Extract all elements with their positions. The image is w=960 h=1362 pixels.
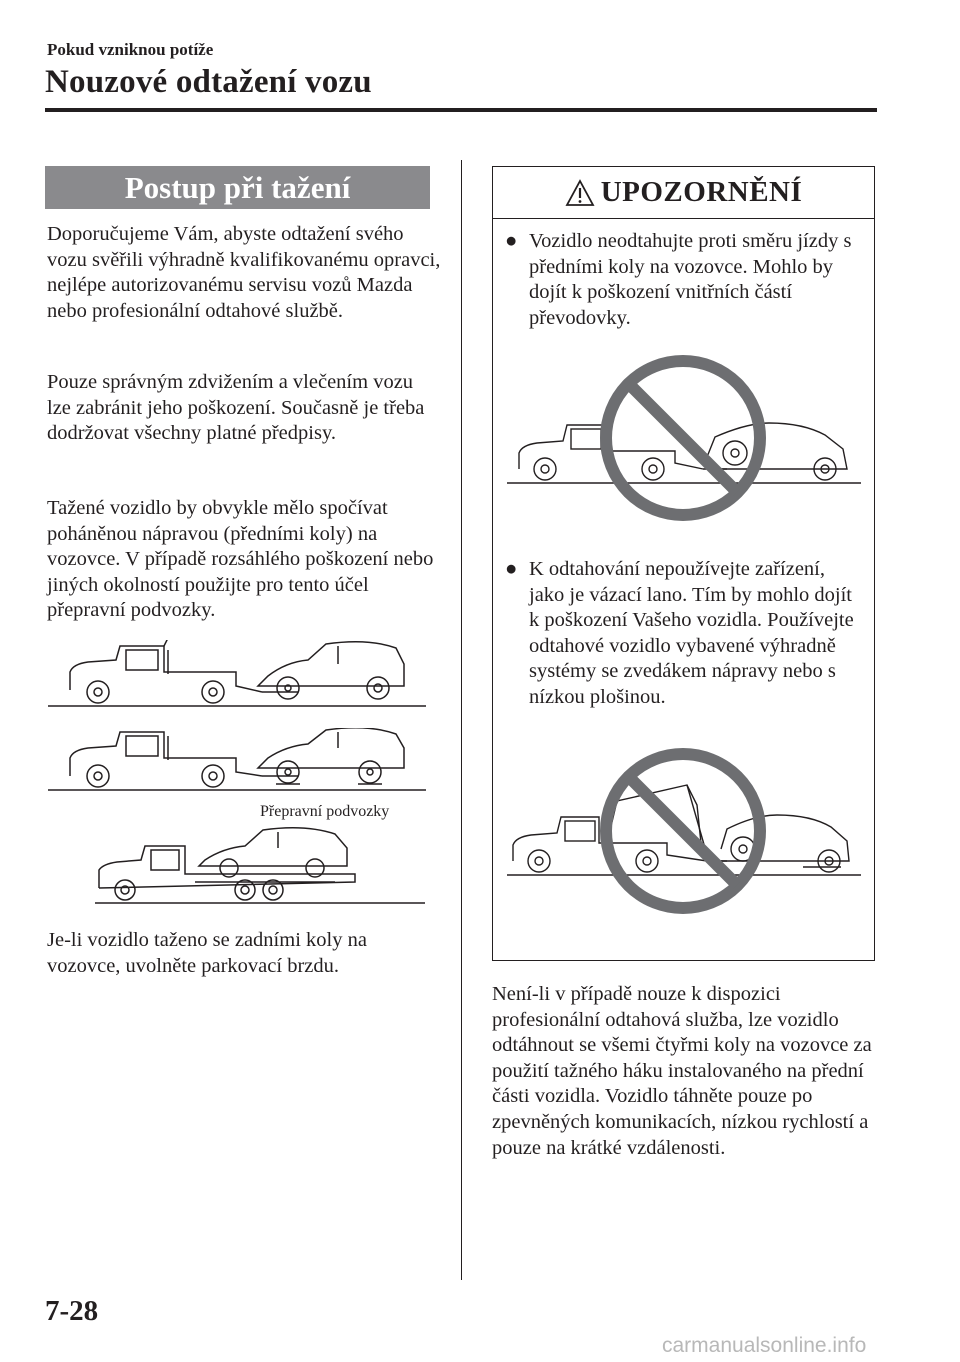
parking-brake-paragraph: Je-li vozidlo taženo se zadními koly na vozovce, uvolněte parkovací brzdu. — [47, 929, 367, 977]
warning-triangle-icon — [565, 179, 595, 207]
intro-paragraph: Doporučujeme Vám, abyste odtažení svého vozu svěřili výhradně kvalifikovanému opravci, nejlépe autorizovanému servisu vozů Mazda nebo profesionální odtahové službě. — [47, 223, 441, 322]
four-wheel-tow-paragraph: Není-li v případě nouze k dispozici profesionální odtahová služba, lze vozidlo odtáhnout se všemi čtyřmi koly na vozovce za použití tažného háku instalovaného na přední části vozidla. Vozidlo táhněte pouze po zpevněných komunikacích, nízkou rychlostí a pouze na krátké vzdálenosti. — [492, 983, 872, 1159]
bullet-marker: ● — [505, 558, 518, 580]
warning-title: UPOZORNĚNÍ — [600, 176, 803, 208]
watermark: carmanualsonline.info — [662, 1334, 867, 1357]
tow-dollies-illustration — [48, 728, 428, 796]
column-divider — [461, 160, 462, 1280]
tow-flatbed-illustration — [95, 826, 430, 906]
lifting-paragraph: Pouze správným zdvižením a vlečením vozu lze zabránit jeho poškození. Současně je třeba dodržovat všechny platné předpisy. — [47, 371, 425, 445]
warning-header — [493, 167, 874, 219]
prohibition-icon — [606, 361, 760, 515]
procedure-heading: Postup při tažení — [45, 166, 430, 209]
figure-label-dollies: Přepravní podvozky — [260, 803, 390, 820]
warning-bullet-2 — [505, 557, 865, 711]
page-title: Nouzové odtažení vozu — [45, 64, 372, 100]
prohibition-icon — [606, 754, 760, 908]
page-number: 7-28 — [45, 1295, 99, 1327]
bullet-marker: ● — [505, 230, 518, 252]
warning-box — [492, 166, 875, 961]
tow-wheel-lift-illustration — [48, 640, 428, 708]
warning-bullet-text: K odtahování nepoužívejte zařízení, jako je vázací lano. Tím by mohlo dojít k poškození Vašeho vozidla. Používejte odtahové vozidlo vybavené výhradně systémy se zvedákem nápravy nebo s nízkou plošinou. — [529, 558, 854, 708]
warning-bullet-1 — [505, 229, 865, 331]
warning-bullet-text: Vozidlo neodtahujte proti směru jízdy s předními koly na vozovce. Mohlo by dojít k poškození vnitřních částí převodovky. — [529, 230, 852, 329]
driven-axle-paragraph: Tažené vozidlo by obvykle mělo spočívat poháněnou nápravou (předními koly) na vozovce. V případě rozsáhlého poškození nebo jiných okolností použijte pro tento účel přepravní podvozky. — [47, 497, 434, 622]
prohibited-reverse-tow-illustration — [507, 353, 863, 523]
title-rule — [45, 108, 877, 112]
prohibited-sling-tow-illustration — [507, 745, 863, 917]
section-label: Pokud vzniknou potíže — [47, 40, 214, 59]
